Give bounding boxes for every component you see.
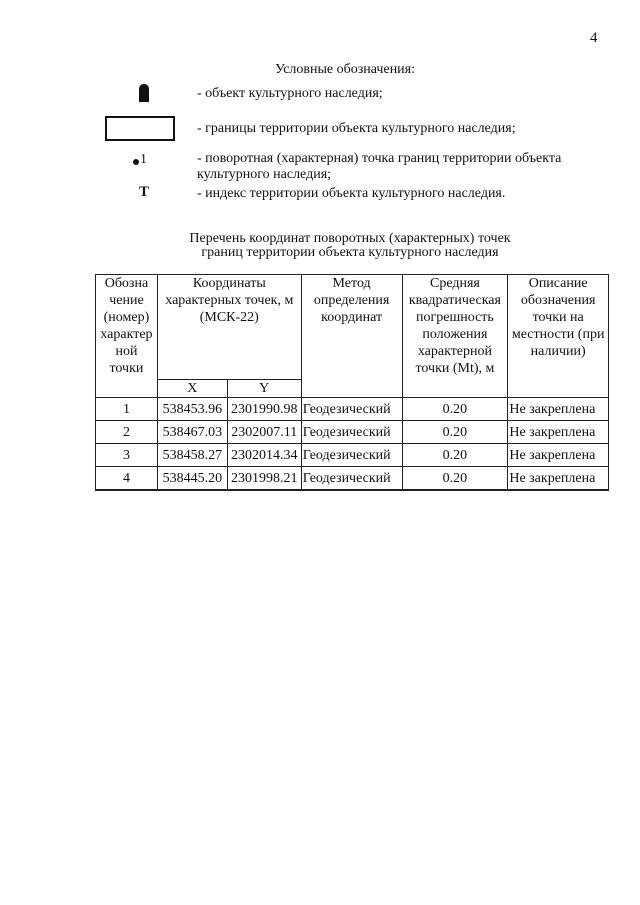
header-method: Метод определения координат <box>301 275 402 398</box>
point-marker-icon <box>133 152 147 168</box>
table-row <box>96 398 609 421</box>
cell-number: 2 <box>96 421 158 444</box>
cell-number: 3 <box>96 444 158 467</box>
table-row <box>96 467 609 491</box>
cell-method: Геодезический <box>301 421 402 444</box>
cell-description: Не закреплена <box>508 398 609 421</box>
cell-error: 0.20 <box>402 467 508 491</box>
point-dot-icon <box>133 159 139 165</box>
header-y: Y <box>227 380 301 398</box>
object-icon <box>137 84 151 102</box>
header-description: Описание обозначения точки на местности (при наличии) <box>508 275 609 398</box>
cell-description: Не закреплена <box>508 444 609 467</box>
header-x: X <box>157 380 227 398</box>
cell-x: 538445.20 <box>157 467 227 491</box>
cell-number: 1 <box>96 398 158 421</box>
legend-boundary-text: - границы территории объекта культурного наследия; <box>197 121 516 136</box>
cell-error: 0.20 <box>402 444 508 467</box>
legend-index-text: - индекс территории объекта культурного наследия. <box>197 186 506 201</box>
table-caption: Перечень координат поворотных (характерных) точек границ территории объекта культурного наследия <box>189 231 511 260</box>
cell-method: Геодезический <box>301 444 402 467</box>
cell-y: 2301998.21 <box>227 467 301 491</box>
table-row <box>96 444 609 467</box>
cell-x: 538467.03 <box>157 421 227 444</box>
legend-title: Условные обозначения: <box>274 62 416 77</box>
cell-x: 538453.96 <box>157 398 227 421</box>
cell-description: Не закреплена <box>508 467 609 491</box>
boundary-rectangle-icon <box>105 116 175 141</box>
cell-method: Геодезический <box>301 467 402 491</box>
cell-y: 2301990.98 <box>227 398 301 421</box>
cell-y: 2302007.11 <box>227 421 301 444</box>
page-number: 4 <box>590 30 598 46</box>
cell-description: Не закреплена <box>508 421 609 444</box>
table-row <box>96 421 609 444</box>
cell-y: 2302014.34 <box>227 444 301 467</box>
cell-x: 538458.27 <box>157 444 227 467</box>
cell-number: 4 <box>96 467 158 491</box>
point-marker-label: 1 <box>140 152 147 167</box>
cell-error: 0.20 <box>402 421 508 444</box>
legend-object-text: - объект культурного наследия; <box>197 86 383 101</box>
index-letter: Т <box>139 184 150 200</box>
coordinates-table <box>95 274 609 491</box>
header-error: Средняя квадратическая погрешность положения характерной точки (Mt), м <box>402 275 508 398</box>
cell-error: 0.20 <box>402 398 508 421</box>
header-designation: Обозна чение (номер) характер ной точки <box>96 275 158 398</box>
legend-point-text: - поворотная (характерная) точка границ территории объекта культурного наследия; <box>197 151 562 182</box>
cell-method: Геодезический <box>301 398 402 421</box>
header-coordinates: Координаты характерных точек, м (МСК-22) <box>157 275 301 380</box>
